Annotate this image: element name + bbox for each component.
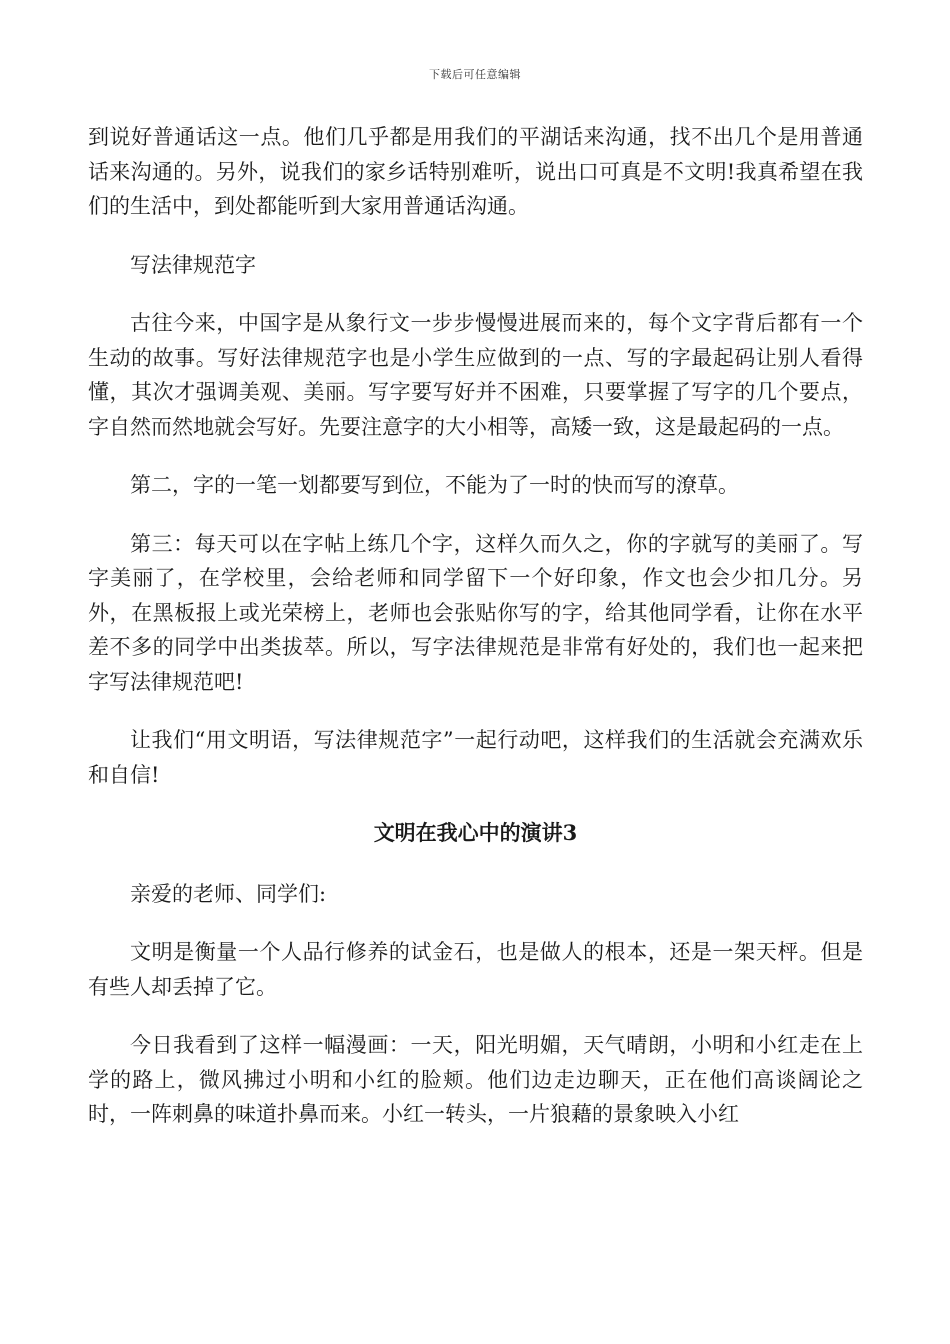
document-body bbox=[88, 120, 863, 1156]
paragraph-comic: 今日我看到了这样一幅漫画：一天，阳光明媚，天气晴朗，小明和小红走在上学的路上，微风拂过小明和小红的脸颊。他们边走边聊天，正在他们高谈阔论之时，一阵刺鼻的味道扑鼻而来。小红一转头，一片狼藉的景象映入小红 bbox=[88, 1033, 863, 1126]
paragraph-third: 第三：每天可以在字帖上练几个字，这样久而久之，你的字就写的美丽了。写字美丽了，在学校里，会给老师和同学留下一个好印象，作文也会少扣几分。另外，在黑板报上或光荣榜上，老师也会张贴你写的字，给其他同学看，让你在水平差不多的同学中出类拔萃。所以，写字法律规范是非常有好处的，我们也一起来把字写法律规范吧! bbox=[88, 531, 863, 694]
speech-title: 文明在我心中的演讲3 bbox=[373, 820, 578, 845]
paragraph-closing: 让我们“用文明语，写法律规范字”一起行动吧，这样我们的生活就会充满欢乐和自信! bbox=[88, 728, 863, 787]
paragraph-history: 古往今来，中国字是从象行文一步步慢慢进展而来的，每个文字背后都有一个生动的故事。写好法律规范字也是小学生应做到的一点、写的字最起码让别人看得懂，其次才强调美观、美丽。写字要写好并不困难，只要掌握了写字的几个要点，字自然而然地就会写好。先要注意字的大小相等，高矮一致，这是最起码的一点。 bbox=[88, 311, 863, 439]
paragraph-civility: 文明是衡量一个人品行修养的试金石，也是做人的根本，还是一架天枰。但是有些人却丢掉了它。 bbox=[88, 940, 863, 999]
paragraph-intro: 到说好普通话这一点。他们几乎都是用我们的平湖话来沟通，找不出几个是用普通话来沟通的。另外，说我们的家乡话特别难听，说出口可真是不文明!我真希望在我们的生活中，到处都能听到大家用普通话沟通。 bbox=[88, 125, 863, 218]
paragraph-second: 第二，字的一笔一划都要写到位，不能为了一时的快而写的潦草。 bbox=[130, 473, 739, 497]
page-header: 下载后可任意编辑 bbox=[429, 68, 521, 81]
paragraph-greeting: 亲爱的老师、同学们: bbox=[130, 881, 327, 906]
section-heading: 写法律规范字 bbox=[130, 252, 256, 277]
